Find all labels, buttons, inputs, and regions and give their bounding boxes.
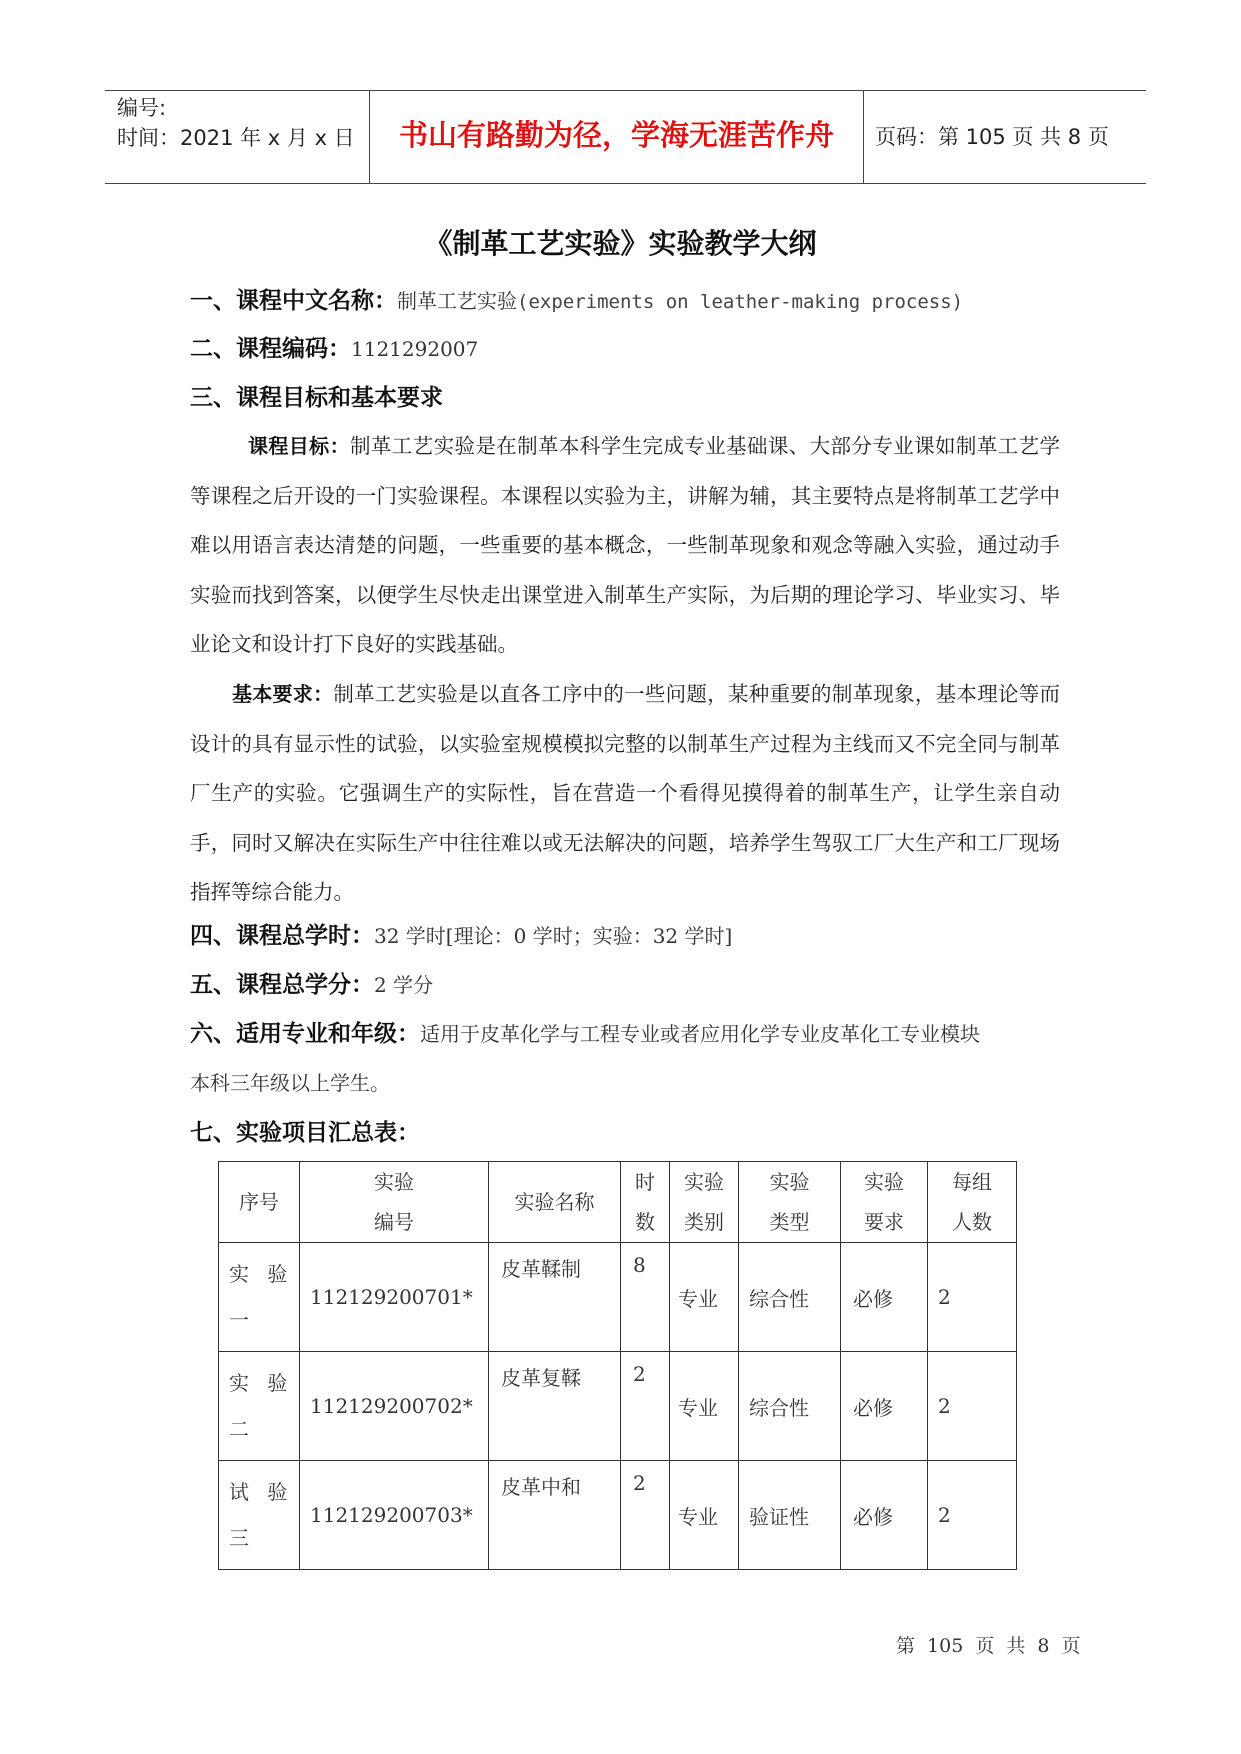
section-label: 七、实验项目汇总表： [190, 1120, 420, 1146]
row-category: 专业 [670, 1352, 739, 1461]
row-category: 专业 [670, 1243, 739, 1352]
section-label: 四、课程总学时： [190, 923, 374, 949]
row-people: 2 [928, 1352, 1017, 1461]
row-seq: 实 验 一 [219, 1243, 300, 1352]
row-hours: 2 [621, 1461, 670, 1570]
section-total-credits [190, 970, 1070, 1000]
header-seq: 序号 [219, 1162, 300, 1243]
row-people: 2 [928, 1461, 1017, 1570]
table-row [219, 1461, 1017, 1570]
header-meta [117, 93, 362, 153]
section-label: 二、课程编码： [190, 336, 351, 362]
course-goal-paragraph [190, 422, 1060, 670]
target-majors-line2: 本科三年级以上学生。 [190, 1071, 390, 1095]
basic-requirement-paragraph [190, 670, 1060, 918]
header-category: 实验 类别 [670, 1162, 739, 1243]
row-requirement: 必修 [841, 1243, 928, 1352]
document-title: 《制革工艺实验》实验教学大纲 [424, 227, 817, 260]
goal-label: 课程目标： [248, 434, 350, 458]
section-experiment-summary [190, 1118, 1070, 1148]
row-requirement: 必修 [841, 1461, 928, 1570]
row-hours: 2 [621, 1352, 670, 1461]
page-footer: 第 105 页 共 8 页 [896, 1635, 1081, 1657]
header-type: 实验 类型 [739, 1162, 841, 1243]
row-type: 验证性 [739, 1461, 841, 1570]
table-row [219, 1352, 1017, 1461]
header-name: 实验名称 [489, 1162, 621, 1243]
header-hours: 时 数 [621, 1162, 670, 1243]
course-name-cn: 制革工艺实验 [397, 289, 517, 313]
row-seq: 试 验 三 [219, 1461, 300, 1570]
section-label: 三、课程目标和基本要求 [190, 385, 443, 411]
section-label: 一、课程中文名称： [190, 288, 397, 314]
section-label: 五、课程总学分： [190, 972, 374, 998]
target-majors-line1: 适用于皮革化学与工程专业或者应用化学专业皮革化工专业模块 [420, 1022, 980, 1046]
table-header-row [219, 1162, 1017, 1243]
row-category: 专业 [670, 1461, 739, 1570]
header-motto: 书山有路勤为径，学海无涯苦作舟 [398, 118, 834, 152]
header-page-number: 页码：第 105 页 共 8 页 [875, 125, 1109, 149]
row-name: 皮革鞣制 [489, 1243, 621, 1352]
header-requirement: 实验 要求 [841, 1162, 928, 1243]
section-goals-heading [190, 383, 1070, 413]
section-course-name [190, 286, 1070, 317]
total-hours-value: 32 学时[理论：0 学时；实验：32 学时] [374, 924, 733, 948]
row-type: 综合性 [739, 1352, 841, 1461]
requirement-label: 基本要求： [232, 682, 334, 706]
section-label: 六、适用专业和年级： [190, 1021, 420, 1047]
course-name-en: (experiments on leather-making process) [517, 291, 964, 313]
row-hours: 8 [621, 1243, 670, 1352]
row-type: 综合性 [739, 1243, 841, 1352]
row-code: 112129200701* [300, 1243, 489, 1352]
requirement-text: 制革工艺实验是以直各工序中的一些问题，某种重要的制革现象，基本理论等而设计的具有显示性的试验，以实验室规模模拟完整的以制革生产过程为主线而又不完全同与制革厂生产的实验。它强调生产的实际性，旨在营造一个看得见摸得着的制革生产，让学生亲自动手，同时又解决在实际生产中往往难以或无法解决的问题，培养学生驾驭工厂大生产和工厂现场指挥等综合能力。 [190, 682, 1061, 904]
table-row [219, 1243, 1017, 1352]
section-total-hours [190, 921, 1070, 951]
row-requirement: 必修 [841, 1352, 928, 1461]
total-credits-value: 2 学分 [374, 973, 434, 997]
header-code: 实验 编号 [300, 1162, 489, 1243]
row-code: 112129200702* [300, 1352, 489, 1461]
header-people: 每组 人数 [928, 1162, 1017, 1243]
experiment-summary-table [218, 1161, 1017, 1570]
document-number-label: 编号: [117, 96, 167, 120]
row-people: 2 [928, 1243, 1017, 1352]
header-divider [863, 91, 864, 183]
goal-text: 制革工艺实验是在制革本科学生完成专业基础课、大部分专业课如制革工艺学等课程之后开设的一门实验课程。本课程以实验为主，讲解为辅，其主要特点是将制革工艺学中难以用语言表达清楚的问题，一些重要的基本概念，一些制革现象和观念等融入实验，通过动手实验而找到答案，以便学生尽快走出课堂进入制革生产实际，为后期的理论学习、毕业实习、毕业论文和设计打下良好的实践基础。 [190, 434, 1061, 656]
section-target-majors-cont [190, 1068, 1070, 1098]
document-time-label: 时间：2021 年 x 月 x 日 [117, 126, 355, 150]
section-target-majors [190, 1019, 1070, 1049]
row-name: 皮革复鞣 [489, 1352, 621, 1461]
row-seq: 实 验 二 [219, 1352, 300, 1461]
section-course-code [190, 334, 1070, 364]
row-code: 112129200703* [300, 1461, 489, 1570]
row-name: 皮革中和 [489, 1461, 621, 1570]
page-header [105, 90, 1146, 184]
course-code-value: 1121292007 [351, 337, 479, 361]
